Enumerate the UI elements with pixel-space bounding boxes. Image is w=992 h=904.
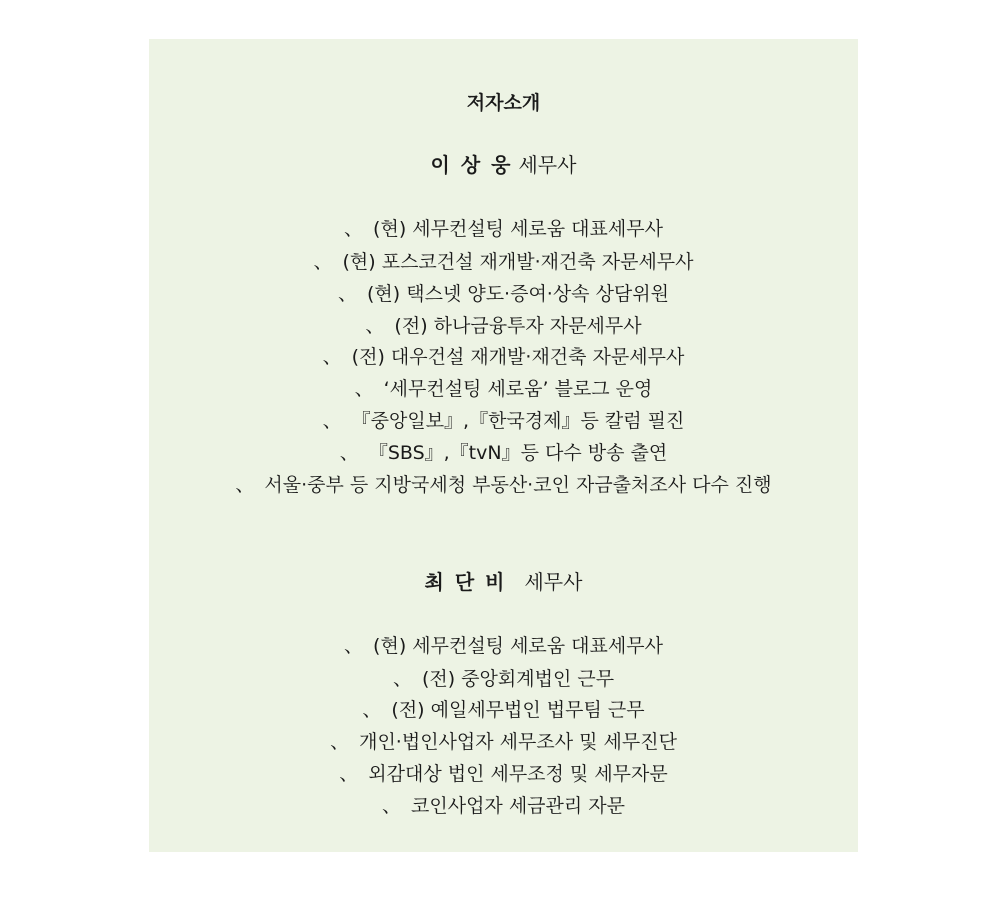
list-item: 、 『중앙일보』,『한국경제』등 칼럼 필진 [322,410,685,432]
author-2-name: 최 단 비 [424,570,507,594]
list-item: 、 『SBS』,『tvN』등 다수 방송 출연 [339,442,668,464]
bullet-mark: 、 [313,251,333,273]
bullet-mark: 、 [362,699,382,721]
list-item: 、 (전) 중앙회계법인 근무 [392,668,615,690]
bullet-mark: 、 [322,346,342,368]
list-item: 、 외감대상 법인 세무조정 및 세무자문 [339,763,668,785]
list-item: 、 개인·법인사업자 세무조사 및 세무진단 [330,731,677,753]
list-item: 、 (전) 대우건설 재개발·재건축 자문세무사 [322,346,685,368]
bullet-mark: 、 [365,315,385,337]
bullet-mark: 、 [344,635,364,657]
bullet-mark: 、 [235,474,255,496]
bullet-mark: 、 [382,795,402,817]
list-item: 、 (현) 포스코건설 재개발·재건축 자문세무사 [313,251,694,273]
list-item: 、 (전) 예일세무법인 법무팀 근무 [362,699,645,721]
bullet-mark: 、 [322,410,342,432]
list-item: 、 서울·중부 등 지방국세청 부동산·코인 자금출처조사 다수 진행 [235,474,772,496]
author-1-header [149,153,858,178]
list-item: 、 (현) 세무컨설팅 세로움 대표세무사 [344,635,663,657]
list-item: 、 ‘세무컨설팅 세로움’ 블로그 운영 [354,378,653,400]
list-item: 、 (전) 하나금융투자 자문세무사 [365,315,642,337]
bullet-mark: 、 [339,442,359,464]
list-item: 、 (현) 택스넷 양도·증여·상속 상담위원 [338,283,669,305]
bullet-mark: 、 [338,283,358,305]
author-2-header [149,570,858,595]
bullet-mark: 、 [344,218,364,240]
author-2-title: 세무사 [524,570,583,594]
author-1-name: 이 상 웅 [430,153,513,177]
bullet-mark: 、 [392,668,412,690]
author-intro-panel [149,39,858,852]
section-heading: 저자소개 [466,92,541,114]
bullet-mark: 、 [339,763,359,785]
bullet-mark: 、 [354,378,374,400]
list-item: 、 코인사업자 세금관리 자문 [382,795,625,817]
author-1-title: 세무사 [518,153,577,177]
list-item: 、 (현) 세무컨설팅 세로움 대표세무사 [344,218,663,240]
bullet-mark: 、 [330,731,350,753]
